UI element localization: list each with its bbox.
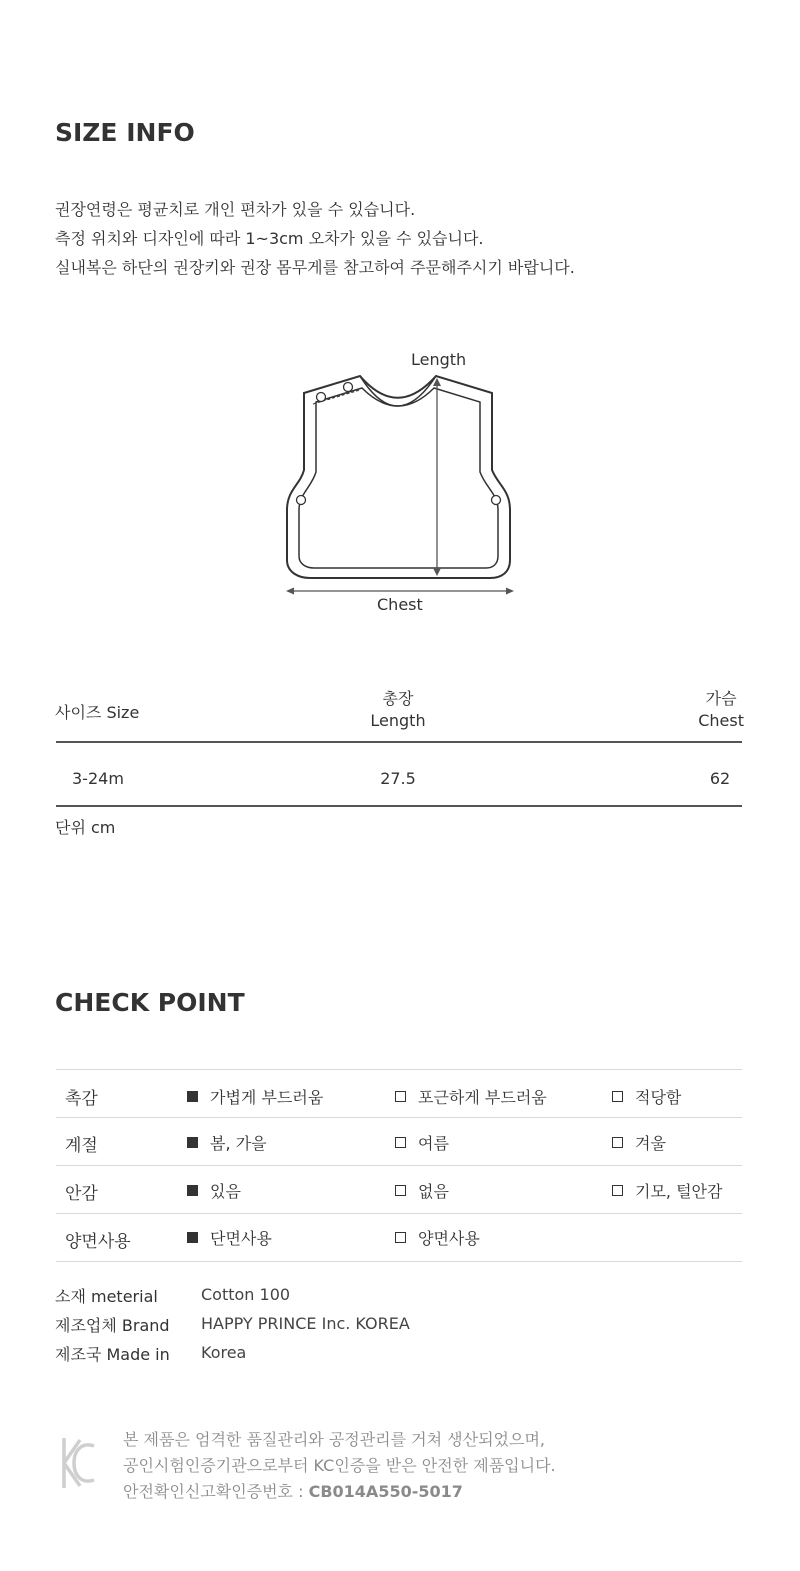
- diagram-chest-label: Chest: [377, 595, 423, 614]
- checkpoint-label-reversible: 양면사용: [65, 1232, 131, 1252]
- spec-value-material: Cotton 100: [201, 1285, 291, 1304]
- checkpoint-label-season: 계절: [65, 1136, 98, 1156]
- table-unit: 단위 cm: [55, 818, 116, 837]
- kc-line-3: [123, 1479, 556, 1505]
- checkbox-unchecked: [612, 1137, 623, 1148]
- side-snap-right: [492, 496, 501, 505]
- checkpoint-option: [395, 1131, 449, 1154]
- spec-label-made-in: 제조국 Made in: [55, 1345, 170, 1364]
- vest-diagram: [280, 370, 520, 600]
- option-text: 없음: [418, 1182, 449, 1201]
- checkbox-unchecked: [395, 1232, 406, 1243]
- option-text: 단면사용: [210, 1229, 272, 1248]
- checkpoint-rule: [56, 1213, 742, 1214]
- option-text: 봄, 가을: [210, 1134, 267, 1153]
- option-text: 적당함: [635, 1088, 682, 1107]
- table-header-chest-en: Chest: [698, 711, 744, 730]
- checkpoint-label-lining: 안감: [65, 1184, 98, 1204]
- checkbox-unchecked: [395, 1137, 406, 1148]
- spec-value-made-in: Korea: [201, 1343, 247, 1362]
- checkpoint-option: [612, 1179, 722, 1202]
- option-text: 기모, 털안감: [635, 1182, 723, 1201]
- spec-label-brand: 제조업체 Brand: [55, 1316, 170, 1335]
- side-snap-left: [297, 496, 306, 505]
- size-notes: [55, 195, 575, 282]
- size-note-1: 권장연령은 평균치로 개인 편차가 있을 수 있습니다.: [55, 200, 416, 219]
- checkpoint-rule-bottom: [56, 1261, 742, 1262]
- checkpoint-option: [187, 1179, 241, 1202]
- checkpoint-option: [395, 1085, 547, 1108]
- length-arrow-bottom: [433, 568, 441, 576]
- spec-label-material: 소재 meterial: [55, 1287, 158, 1306]
- kc-cert-number: CB014A550-5017: [308, 1482, 463, 1501]
- table-header-divider: [56, 741, 742, 743]
- size-note-2: 측정 위치와 디자인에 따라 1~3cm 오차가 있을 수 있습니다.: [55, 229, 484, 248]
- option-text: 포근하게 부드러움: [418, 1088, 547, 1107]
- kc-certification-text: [123, 1427, 556, 1505]
- checkbox-checked: [187, 1137, 198, 1148]
- table-cell-size: 3-24m: [72, 769, 124, 788]
- table-bottom-divider: [56, 805, 742, 807]
- table-header-length: [348, 688, 448, 732]
- checkpoint-option: [187, 1131, 267, 1154]
- table-cell-chest: 62: [709, 769, 731, 788]
- kc-line-1: 본 제품은 엄격한 품질관리와 공정관리를 거쳐 생산되었으며,: [123, 1430, 546, 1449]
- vest-inner-trim: [299, 388, 498, 568]
- checkpoint-option: [612, 1085, 681, 1108]
- kc-mark-icon: [58, 1434, 98, 1492]
- check-point-title: CHECK POINT: [55, 988, 245, 1017]
- checkpoint-rule-top: [56, 1069, 742, 1070]
- table-header-chest-ko: 가슴: [705, 689, 737, 708]
- kc-line-2: 공인시험인증기관으로부터 KC인증을 받은 안전한 제품입니다.: [123, 1456, 556, 1475]
- checkbox-unchecked: [395, 1091, 406, 1102]
- shoulder-snap-1: [317, 393, 326, 402]
- checkbox-unchecked: [612, 1091, 623, 1102]
- checkpoint-label-touch: 촉감: [65, 1089, 98, 1109]
- option-text: 겨울: [635, 1134, 666, 1153]
- size-info-title: SIZE INFO: [55, 118, 195, 147]
- spec-value-brand: HAPPY PRINCE Inc. KOREA: [201, 1314, 410, 1333]
- checkpoint-rule: [56, 1117, 742, 1118]
- kc-cert-label: 안전확인신고확인증번호 :: [123, 1482, 309, 1501]
- diagram-length-label: Length: [411, 350, 467, 369]
- table-header-size: 사이즈 Size: [55, 703, 140, 722]
- table-header-chest: [698, 688, 744, 732]
- checkbox-checked: [187, 1185, 198, 1196]
- shoulder-snap-2: [344, 383, 353, 392]
- checkpoint-option: [395, 1226, 480, 1249]
- table-header-length-ko: 총장: [382, 689, 414, 708]
- option-text: 가볍게 부드러움: [210, 1088, 324, 1107]
- vest-neckline: [360, 376, 436, 406]
- size-note-3: 실내복은 하단의 권장키와 권장 몸무게를 참고하여 주문해주시기 바랍니다.: [55, 258, 575, 277]
- checkbox-unchecked: [612, 1185, 623, 1196]
- checkpoint-rule: [56, 1165, 742, 1166]
- chest-arrow-left: [286, 588, 294, 595]
- option-text: 여름: [418, 1134, 449, 1153]
- checkpoint-option: [612, 1131, 666, 1154]
- option-text: 있음: [210, 1182, 241, 1201]
- checkbox-checked: [187, 1091, 198, 1102]
- chest-arrow-right: [506, 588, 514, 595]
- checkpoint-option: [187, 1226, 272, 1249]
- table-header-length-en: Length: [370, 711, 426, 730]
- option-text: 양면사용: [418, 1229, 480, 1248]
- checkpoint-option: [395, 1179, 449, 1202]
- checkbox-checked: [187, 1232, 198, 1243]
- checkpoint-option: [187, 1085, 323, 1108]
- checkbox-unchecked: [395, 1185, 406, 1196]
- table-cell-length: 27.5: [380, 769, 416, 788]
